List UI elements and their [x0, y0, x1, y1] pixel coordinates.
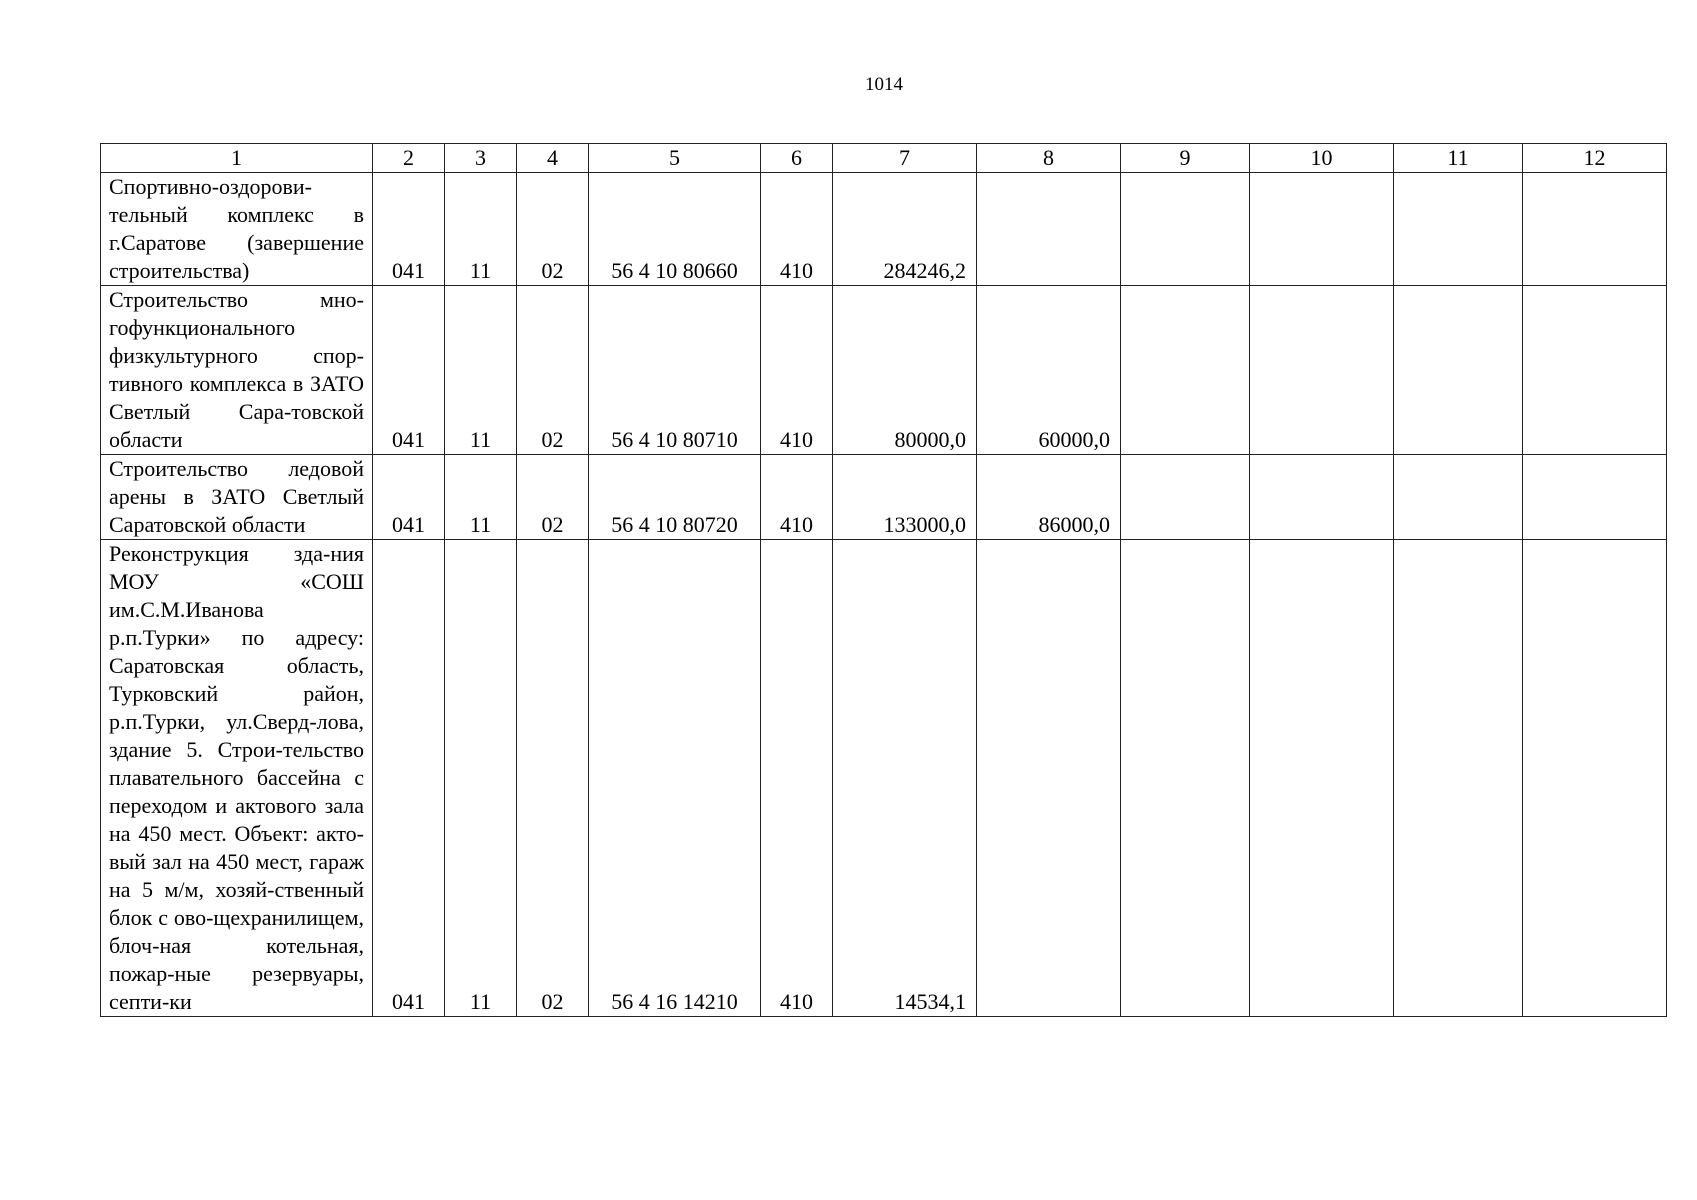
- table-cell: [1250, 540, 1394, 1017]
- table-cell: [1394, 455, 1523, 540]
- table-cell: 14534,1: [833, 540, 977, 1017]
- object-name: Спортивно-оздорови-тельный комплекс в г.Саратове (завершение строительства): [101, 173, 373, 286]
- table-cell: [977, 173, 1121, 286]
- table-cell: [1121, 286, 1250, 455]
- table-cell: 56 4 10 80720: [589, 455, 761, 540]
- column-number: 9: [1121, 144, 1250, 173]
- table-cell: [1121, 173, 1250, 286]
- table-cell: 11: [445, 455, 517, 540]
- page-number: 1014: [865, 74, 903, 95]
- column-number: 12: [1523, 144, 1667, 173]
- column-number: 1: [101, 144, 373, 173]
- table-cell: 410: [761, 540, 833, 1017]
- table-cell: [1394, 173, 1523, 286]
- object-name: Строительство мно-гофункционального физкультурного спор-тивного комплекса в ЗАТО Светлый Сара-товской области: [101, 286, 373, 455]
- table-cell: 86000,0: [977, 455, 1121, 540]
- table-cell: 410: [761, 286, 833, 455]
- object-name: Реконструкция зда-ния МОУ «СОШ им.С.М.Иванова р.п.Турки» по адресу: Саратовская область, Турковский район, р.п.Турки, ул.Сверд-лова, здание 5. Строи-тельство плавательного бассейна с переходом и актового зала на 450 мест. Объект: акто-вый зал на 450 мест, гараж на 5 м/м, хозяй-ственный блок с ово-щехранилищем, блоч-ная котельная, пожар-ные резервуары, септи-ки: [101, 540, 373, 1017]
- table-row: [101, 173, 1667, 286]
- table-cell: 80000,0: [833, 286, 977, 455]
- column-number: 2: [373, 144, 445, 173]
- table-cell: 041: [373, 173, 445, 286]
- table-cell: 02: [517, 455, 589, 540]
- column-number: 7: [833, 144, 977, 173]
- table-cell: 11: [445, 286, 517, 455]
- table-cell: [1121, 455, 1250, 540]
- table-cell: 410: [761, 455, 833, 540]
- budget-table: [100, 143, 1667, 1017]
- table-cell: 02: [517, 173, 589, 286]
- table-row: [101, 286, 1667, 455]
- table-cell: 041: [373, 455, 445, 540]
- column-number: 8: [977, 144, 1121, 173]
- table-cell: 11: [445, 173, 517, 286]
- column-number: 5: [589, 144, 761, 173]
- table-cell: [1523, 540, 1667, 1017]
- table-cell: [1523, 173, 1667, 286]
- table-cell: 60000,0: [977, 286, 1121, 455]
- table-cell: 56 4 10 80660: [589, 173, 761, 286]
- table-cell: [1250, 286, 1394, 455]
- table-cell: 041: [373, 540, 445, 1017]
- table-cell: 02: [517, 540, 589, 1017]
- column-number: 4: [517, 144, 589, 173]
- table-cell: 02: [517, 286, 589, 455]
- table-row: [101, 455, 1667, 540]
- table-header-row: [101, 144, 1667, 173]
- table-cell: 133000,0: [833, 455, 977, 540]
- object-name: Строительство ледовой арены в ЗАТО Светлый Саратовской области: [101, 455, 373, 540]
- table-cell: [1250, 455, 1394, 540]
- table-cell: [1121, 540, 1250, 1017]
- table-cell: [1394, 286, 1523, 455]
- table-cell: 11: [445, 540, 517, 1017]
- column-number: 6: [761, 144, 833, 173]
- column-number: 11: [1394, 144, 1523, 173]
- table-cell: 410: [761, 173, 833, 286]
- column-number: 3: [445, 144, 517, 173]
- table-cell: [1523, 286, 1667, 455]
- table-cell: [1394, 540, 1523, 1017]
- table-cell: 041: [373, 286, 445, 455]
- table-cell: 284246,2: [833, 173, 977, 286]
- table-cell: 56 4 16 14210: [589, 540, 761, 1017]
- table-cell: 56 4 10 80710: [589, 286, 761, 455]
- table-row: [101, 540, 1667, 1017]
- table-cell: [977, 540, 1121, 1017]
- table-cell: [1523, 455, 1667, 540]
- table-cell: [1250, 173, 1394, 286]
- column-number: 10: [1250, 144, 1394, 173]
